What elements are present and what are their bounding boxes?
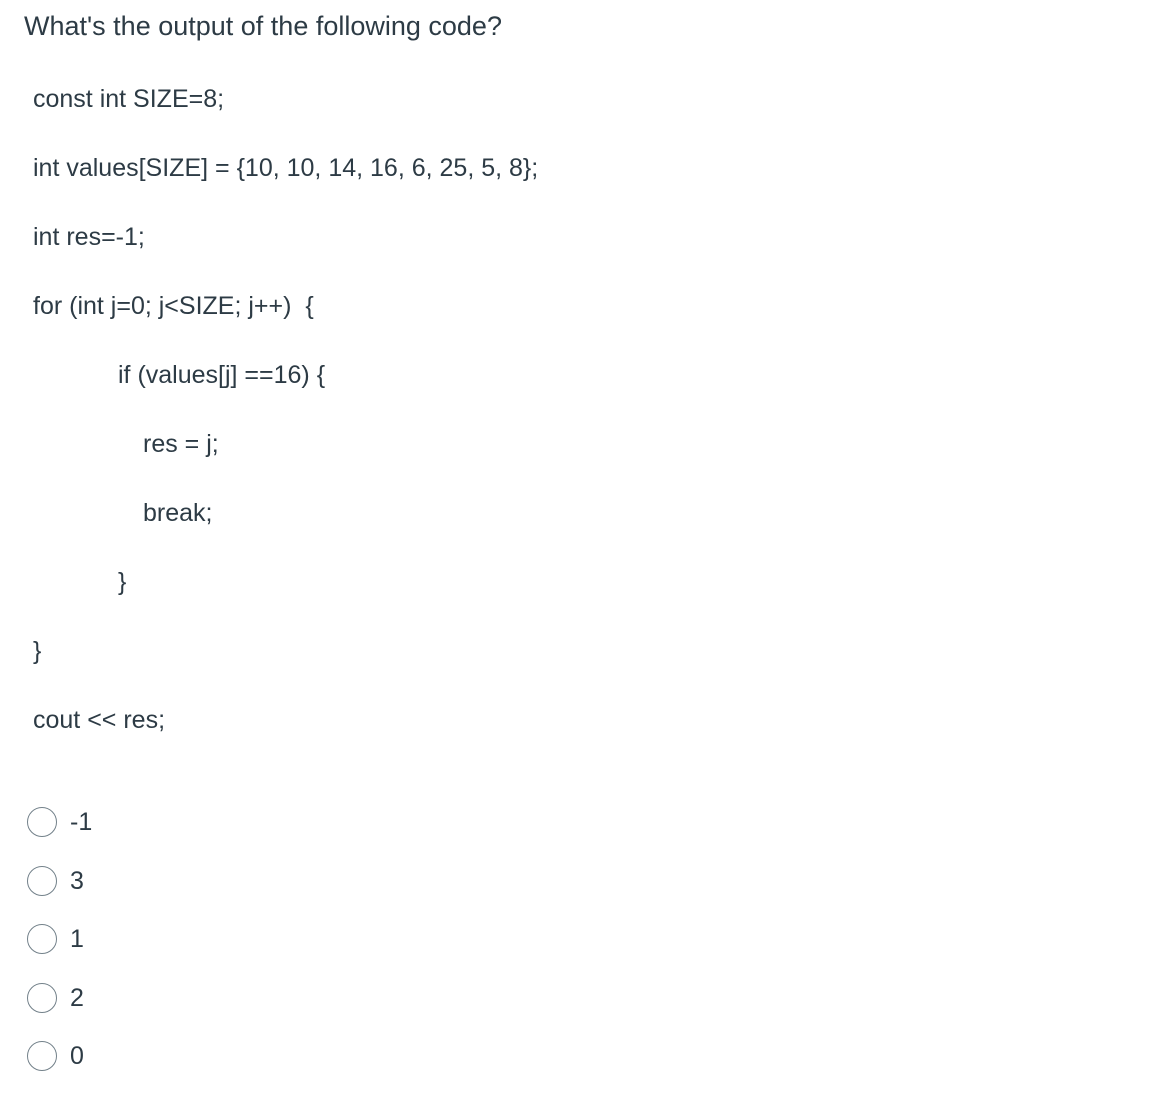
answer-option[interactable] (27, 1027, 92, 1086)
radio-button[interactable] (27, 1041, 57, 1071)
code-line: break; (143, 499, 213, 527)
code-line: int res=-1; (33, 223, 145, 251)
answer-option[interactable] (27, 793, 92, 852)
code-line: const int SIZE=8; (33, 85, 225, 113)
radio-button[interactable] (27, 983, 57, 1013)
code-line: } (118, 568, 127, 596)
radio-button[interactable] (27, 866, 57, 896)
code-line: int values[SIZE] = {10, 10, 14, 16, 6, 25, 5, 8}; (33, 154, 539, 182)
code-line: } (33, 637, 42, 665)
answer-label: 3 (70, 866, 84, 895)
radio-button[interactable] (27, 807, 57, 837)
answer-option[interactable] (27, 969, 92, 1028)
answer-label: 1 (70, 925, 84, 954)
answer-option[interactable] (27, 852, 92, 911)
answer-list (27, 793, 92, 1086)
answer-label: -1 (70, 808, 93, 837)
radio-button[interactable] (27, 924, 57, 954)
code-line: for (int j=0; j<SIZE; j++) { (33, 292, 314, 320)
code-line: cout << res; (33, 706, 166, 734)
answer-option[interactable] (27, 910, 92, 969)
code-line: if (values[j] ==16) { (118, 361, 326, 389)
question-prompt: What's the output of the following code? (24, 11, 502, 41)
answer-label: 0 (70, 1042, 84, 1071)
answer-label: 2 (70, 983, 84, 1012)
code-line: res = j; (143, 430, 219, 458)
